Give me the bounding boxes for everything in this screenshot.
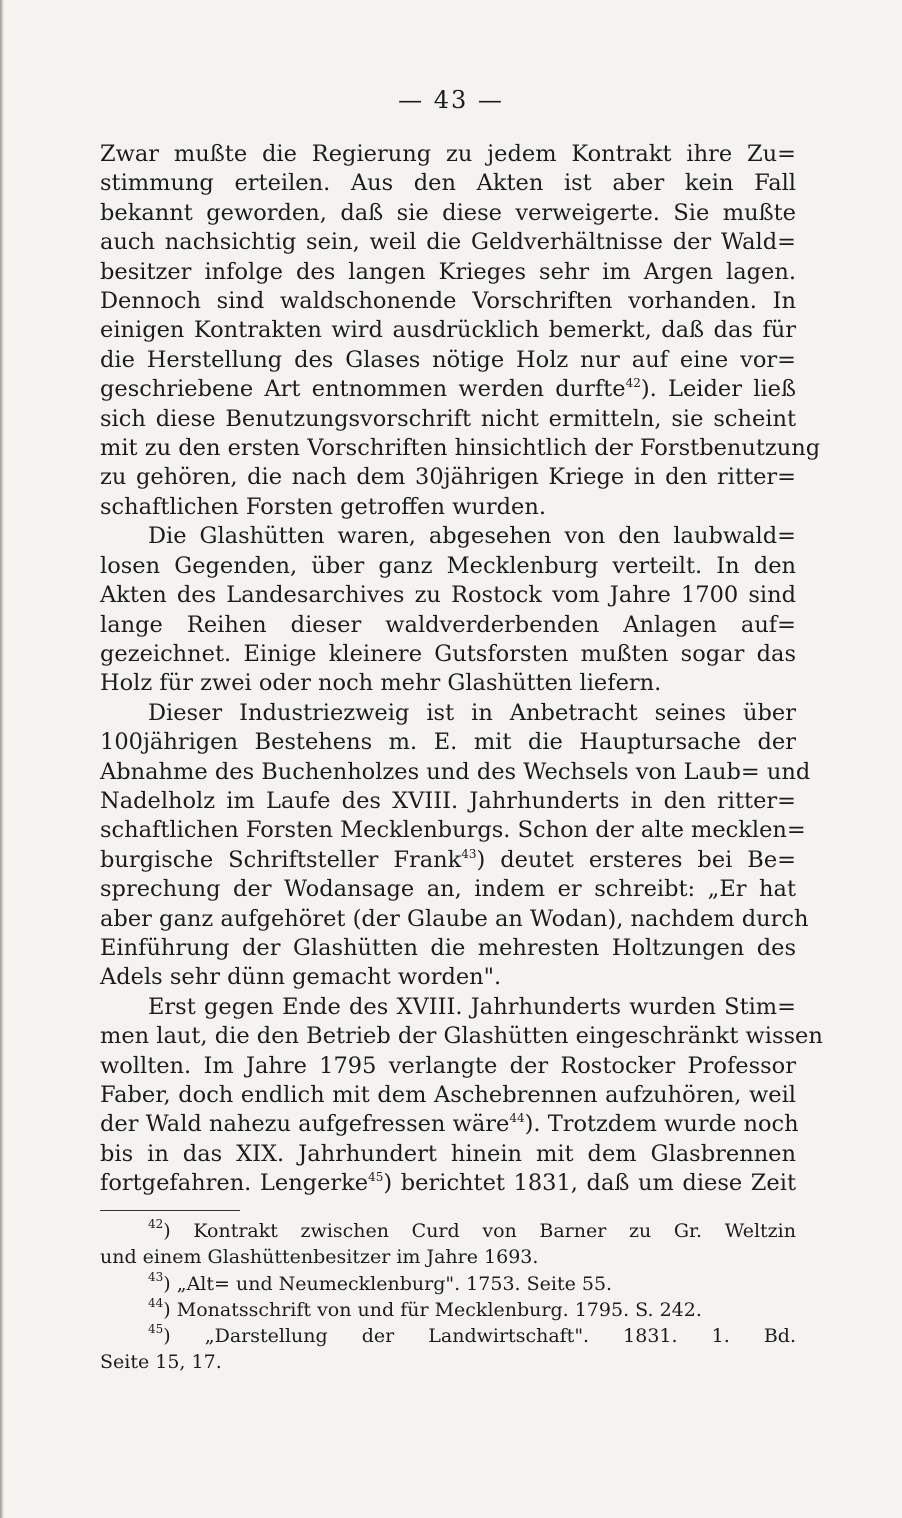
text-segment: geschriebene Art entnommen werden durfte (100, 376, 626, 403)
text-segment: ). Trotzdem wurde noch (524, 1111, 799, 1138)
text-line: Nadelholz im Laufe des XVIII. Jahrhunderts in den ritter= (100, 787, 796, 814)
text-line: Akten des Landesarchives zu Rostock vom Jahre 1700 sind (100, 582, 796, 609)
footnote-ref: 43 (461, 846, 477, 861)
footnotes (100, 1218, 796, 1376)
text-line: Adels sehr dünn gemacht worden". (100, 964, 502, 991)
text-line: losen Gegenden, über ganz Mecklenburg verteilt. In den (100, 552, 796, 579)
paragraph-4 (100, 993, 823, 1199)
footnote-ref: 44 (509, 1111, 525, 1126)
text-line: Holz für zwei oder noch mehr Glashütten liefern. (100, 670, 662, 697)
text-line: bekannt geworden, daß sie diese verweigerte. Sie mußte (100, 199, 796, 226)
text-line (100, 375, 796, 404)
footnote-45 (100, 1323, 796, 1376)
footnote-ref: 45 (368, 1170, 384, 1185)
text-line: besitzer infolge des langen Krieges sehr im Argen lagen. (100, 258, 796, 285)
footnote-mark: 43 (148, 1269, 164, 1284)
text-line: Einführung der Glashütten die mehresten Holtzungen des (100, 934, 796, 961)
text-segment: ) „Alt= und Neumecklenburg". 1753. Seite 55. (163, 1272, 613, 1295)
page-number: — 43 — (398, 86, 504, 114)
text-segment: burgische Schriftsteller Frank (100, 846, 462, 873)
text-segment: der Wald nahezu aufgefressen wäre (100, 1111, 510, 1138)
text-line (100, 846, 796, 875)
text-segment: ) deutet ersteres bei Be= (476, 846, 796, 873)
text-line: gezeichnet. Einige kleinere Gutsforsten mußten sogar das (100, 640, 796, 667)
text-segment: ). Leider ließ (640, 376, 796, 403)
body-text (100, 140, 823, 1199)
text-line: zu gehören, die nach dem 30jährigen Kriege in den ritter= (100, 464, 796, 491)
footnote-line: und einem Glashüttenbesitzer im Jahre 1693. (100, 1246, 539, 1269)
footnote-line (100, 1323, 796, 1349)
paragraph-3 (100, 699, 811, 993)
text-line: Die Glashütten waren, abgesehen von den laubwald= (148, 523, 796, 550)
footnote-44 (100, 1297, 796, 1323)
text-line: schaftlichen Forsten Mecklenburgs. Schon der alte mecklen= (100, 817, 806, 844)
paragraph-1 (100, 140, 821, 522)
text-line: Dennoch sind waldschonende Vorschriften vorhanden. In (100, 288, 796, 315)
footnote-divider (100, 1210, 240, 1211)
footnote-mark: 45 (148, 1322, 164, 1337)
text-line: lange Reihen dieser waldverderbenden Anlagen auf= (100, 611, 796, 638)
text-line: Faber, doch endlich mit dem Aschebrennen aufzuhören, weil (100, 1082, 796, 1108)
text-line (100, 1169, 796, 1198)
footnote-43 (100, 1271, 796, 1297)
footnote-mark: 42 (148, 1217, 164, 1231)
text-line: die Herstellung des Glases nötige Holz nur auf eine vor= (100, 346, 796, 373)
scan-edge-shadow (0, 0, 4, 1518)
text-line: men laut, die den Betrieb der Glashütten eingeschränkt wissen (100, 1023, 823, 1050)
text-line: Zwar mußte die Regierung zu jedem Kontrakt ihre Zu= (100, 141, 796, 167)
text-line: aber ganz aufgehöret (der Glaube an Wodan), nachdem durch (100, 905, 809, 932)
text-line: mit zu den ersten Vorschriften hinsichtlich der Forstbenutzung (100, 435, 821, 462)
text-line: wollten. Im Jahre 1795 verlangte der Rostocker Professor (100, 1052, 796, 1079)
paragraph-2 (100, 522, 796, 698)
text-line: sich diese Benutzungsvorschrift nicht ermitteln, sie scheint (100, 405, 796, 432)
footnote-mark: 44 (148, 1295, 164, 1310)
footnote-ref: 42 (625, 376, 641, 391)
footnote-line (100, 1271, 796, 1297)
footnote-line: Seite 15, 17. (100, 1351, 222, 1374)
text-segment: ) „Darstellung der Landwirtschaft". 1831. 1. Bd. (163, 1325, 796, 1348)
text-line: einigen Kontrakten wird ausdrücklich bemerkt, daß das für (100, 317, 796, 344)
text-line: sprechung der Wodansage an, indem er schreibt: „Er hat (100, 876, 796, 903)
footnote-line (100, 1297, 796, 1323)
text-segment: ) Kontrakt zwischen Curd von Barner zu Gr. Weltzin (163, 1220, 796, 1242)
text-line: Dieser Industriezweig ist in Anbetracht seines über (148, 699, 796, 726)
text-line: Abnahme des Buchenholzes und des Wechsels von Laub= und (100, 758, 811, 785)
text-segment: ) berichtet 1831, daß um diese Zeit (383, 1170, 796, 1197)
text-line: schaftlichen Forsten getroffen wurden. (100, 493, 546, 520)
text-line: Erst gegen Ende des XVIII. Jahrhunderts wurden Stim= (148, 993, 796, 1020)
text-segment: fortgefahren. Lengerke (100, 1170, 369, 1197)
text-line: auch nachsichtig sein, weil die Geldverhältnisse der Wald= (100, 229, 796, 256)
text-line: 100jährigen Bestehens m. E. mit die Hauptursache der (100, 729, 796, 756)
text-segment: ) Monatsschrift von und für Mecklenburg. 1795. S. 242. (163, 1298, 702, 1321)
text-line: stimmung erteilen. Aus den Akten ist aber kein Fall (100, 170, 796, 197)
text-line: bis in das XIX. Jahrhundert hinein mit dem Glasbrennen (100, 1140, 796, 1167)
footnote-42 (100, 1218, 796, 1271)
footnote-line (100, 1218, 796, 1244)
text-line (100, 1110, 799, 1139)
